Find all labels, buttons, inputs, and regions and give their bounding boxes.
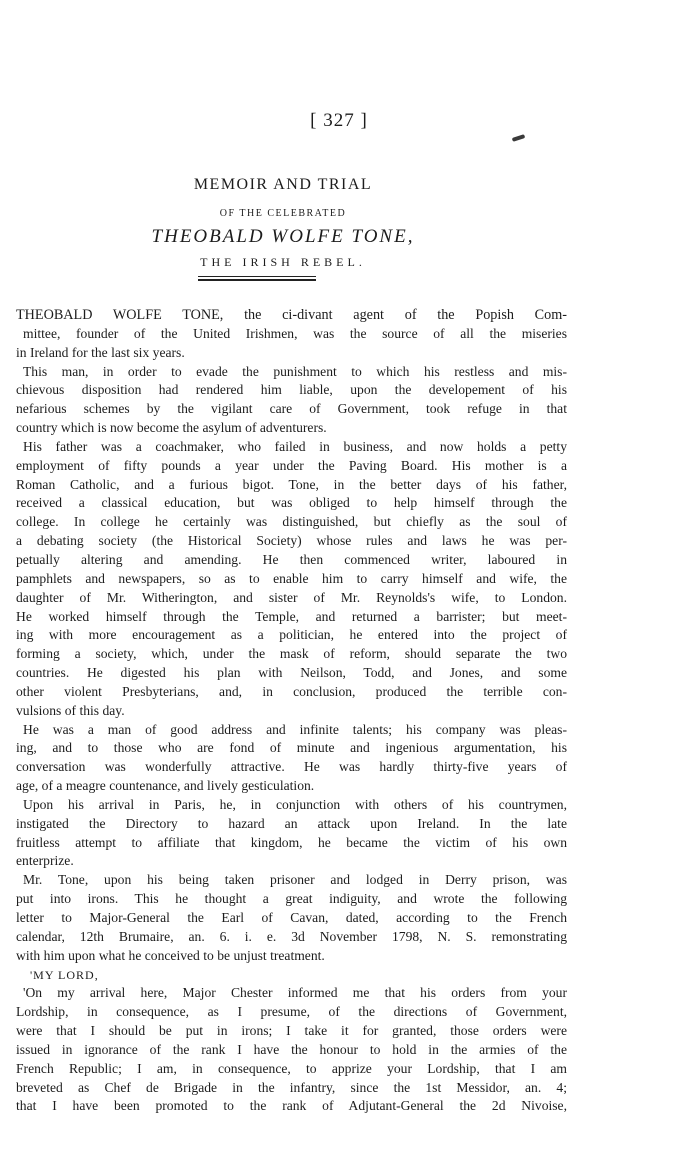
text-line: received a classical education, but was obliged to help himself through the [16, 495, 567, 511]
text-line: breveted as Chef de Brigade in the infantry, since the 1st Messidor, an. 4; [16, 1079, 567, 1095]
text-line: nefarious schemes by the vigilant care of Government, took refuge in that [16, 401, 567, 417]
ink-smudge [512, 134, 526, 142]
text-line: This man, in order to evade the punishment to which his restless and mis- [23, 363, 567, 379]
text-line: ing with more encouragement as a politician, he entered into the project of [16, 627, 567, 643]
title-memoir-and-trial: MEMOIR AND TRIAL [193, 176, 373, 193]
text-line: in Ireland for the last six years. [16, 344, 185, 360]
text-line: Mr. Tone, upon his being taken prisoner and lodged in Derry prison, was [23, 872, 567, 888]
text-line: ing, and to those who are fond of minute and ingenious argumentation, his [16, 740, 567, 756]
text-line: issued in ignorance of the rank I have the honour to hold in the armies of the [16, 1041, 567, 1057]
text-line: enterprize. [16, 853, 74, 869]
text-line: French Republic; I am, in consequence, to apprize your Lordship, that I am [16, 1060, 567, 1076]
title-irish-rebel: THE IRISH REBEL. [200, 255, 366, 269]
text-line: He was a man of good address and infinite talents; his company was pleas- [23, 721, 567, 737]
text-line: a debating society (the Historical Society) whose rules and laws he was per- [16, 533, 567, 549]
text-line: age, of a meagre countenance, and lively gesticulation. [16, 778, 315, 794]
text-line: mittee, founder of the United Irishmen, was the source of all the miseries [23, 325, 567, 341]
text-line: that I have been promoted to the rank of Adjutant-General the 2d Nivoise, [16, 1098, 567, 1114]
text-line: Lordship, in consequence, as I presume, of the directions of Government, [16, 1004, 567, 1020]
title-double-rule [198, 276, 316, 281]
text-line: THEOBALD WOLFE TONE, the ci-divant agent of the Popish Com- [16, 307, 567, 323]
text-line: forming a society, which, under the mask of reform, should separate the two [16, 646, 567, 662]
text-line: Upon his arrival in Paris, he, in conjunction with others of his countrymen, [23, 796, 567, 812]
text-line: countries. He digested his plan with Neilson, Todd, and Jones, and some [16, 665, 567, 681]
text-line: conversation was wonderfully attractive. He was hardly thirty-five years of [16, 759, 567, 775]
text-line: other violent Presbyterians, and, in conclusion, produced the terrible con- [16, 683, 567, 699]
text-line: fruitless attempt to affiliate that kingdom, he became the victim of his own [16, 834, 567, 850]
page-number: [ 327 ] [310, 110, 368, 131]
text-line: employment of fifty pounds a year under the Paving Board. His mother is a [16, 457, 567, 473]
title-of-the-celebrated: OF THE CELEBRATED [219, 208, 347, 219]
text-line: His father was a coachmaker, who failed in business, and now holds a petty [23, 438, 567, 454]
text-line: with him upon what he conceived to be unjust treatment. [16, 947, 325, 963]
text-line: put into irons. This he thought a great indiguity, and wrote the following [16, 891, 567, 907]
letter-salutation: 'MY LORD, [30, 967, 99, 982]
text-line: Roman Catholic, and a furious bigot. Tone, in the better days of his father, [16, 476, 567, 492]
text-line: daughter of Mr. Witherington, and sister of Mr. Reynolds's wife, to London. [16, 589, 567, 605]
title-subject-name: THEOBALD WOLFE TONE, [151, 226, 415, 247]
text-line: letter to Major-General the Earl of Cavan, dated, according to the French [16, 910, 567, 925]
text-line: college. In college he certainly was distinguished, but chiefly as the soul of [16, 514, 567, 530]
text-line: chievous disposition had rendered him liable, upon the developement of his [16, 382, 567, 398]
body-text [16, 306, 567, 1116]
text-line: calendar, 12th Brumaire, an. 6. i. e. 3d November 1798, N. S. remonstrating [16, 928, 567, 944]
text-line: 'On my arrival here, Major Chester informed me that his orders from your [23, 985, 567, 1001]
text-line: instigated the Directory to hazard an attack upon Ireland. In the late [16, 815, 567, 831]
text-line: pamphlets and newspapers, so as to enable him to carry himself and wife, the [16, 570, 567, 586]
text-line: were that I should be put in irons; I take it for granted, those orders were [16, 1023, 567, 1039]
text-line: petually altering and amending. He then commenced writer, laboured in [16, 551, 567, 567]
text-line: He worked himself through the Temple, and returned a barrister; but meet- [16, 608, 567, 624]
text-line: country which is now become the asylum of adventurers. [16, 420, 327, 436]
text-line: vulsions of this day. [16, 702, 125, 718]
